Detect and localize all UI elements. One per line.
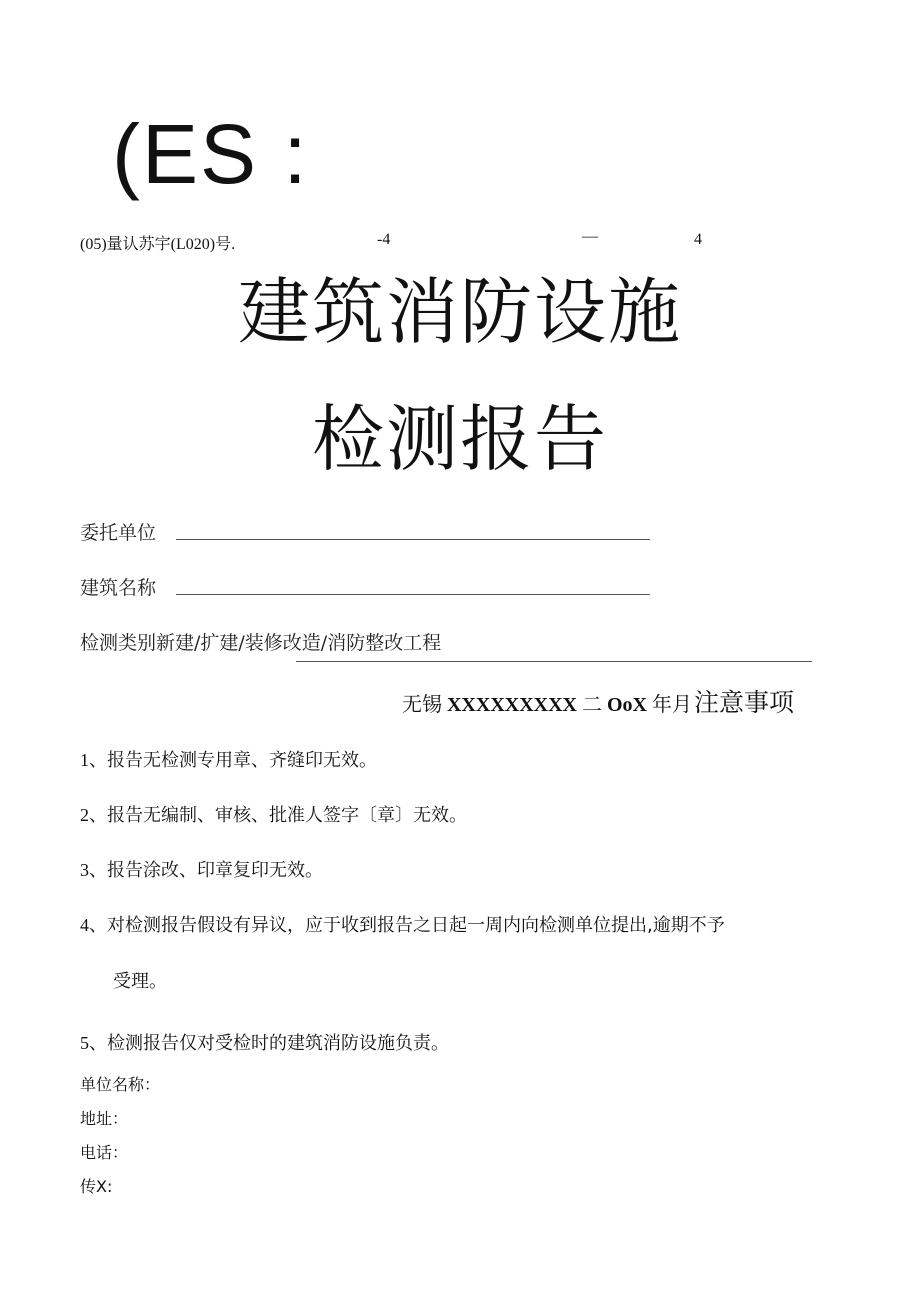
contact-address-label: 地址： — [80, 1109, 129, 1128]
notice-title: 注意事项 — [693, 688, 794, 717]
building-label: 建筑名称 — [80, 577, 157, 599]
note-item-continuation — [113, 967, 167, 993]
note-number: 3 — [80, 860, 89, 880]
contact-unit-label: 单位名称： — [80, 1075, 161, 1094]
category-underline — [296, 661, 812, 662]
note-text: 、对检测报告假设有异议，应于收到报告之日起一周内向检测单位提出,逾期不予 — [89, 915, 725, 936]
ref-part-a: -4 — [377, 231, 391, 248]
ref-part-b: 4 — [694, 231, 702, 248]
note-number: 4 — [80, 915, 89, 935]
client-label: 委托单位 — [80, 522, 157, 544]
note-item — [80, 1029, 449, 1055]
note-item — [80, 911, 725, 937]
building-underline — [176, 594, 650, 595]
report-title-line1: 建筑消防设施 — [237, 270, 682, 354]
ref-number: (05)量认苏宇(L020)号. — [80, 236, 236, 253]
sign-line — [402, 683, 794, 719]
contact-phone-label: 电话： — [80, 1143, 129, 1162]
note-item — [80, 801, 467, 827]
note-number: 5 — [80, 1033, 89, 1053]
note-text: 、报告无检测专用章、齐缝印无效。 — [89, 750, 377, 771]
client-underline — [176, 539, 650, 540]
note-number: 2 — [80, 805, 89, 825]
note-text: 、报告无编制、审核、批准人签字〔章〕无效。 — [89, 805, 467, 826]
note-item — [80, 746, 377, 772]
sign-year-prefix: 二 — [581, 694, 602, 716]
ref-dash: — — [582, 228, 598, 245]
note-text: 、检测报告仅对受检时的建筑消防设施负责。 — [89, 1033, 449, 1054]
note-item — [80, 856, 323, 882]
sign-city: 无锡 — [401, 694, 442, 716]
sign-year-suffix: 年月 — [651, 694, 692, 716]
header-mark: (ES : — [112, 107, 309, 201]
sign-year: OoX — [606, 694, 647, 716]
note-text: 受理。 — [113, 971, 167, 992]
sign-company: XXXXXXXXX — [446, 694, 577, 716]
note-text: 、报告涂改、印章复印无效。 — [89, 860, 323, 881]
note-number: 1 — [80, 750, 89, 770]
category-text: 检测类别新建/扩建/装修改造/消防整改工程 — [80, 632, 442, 654]
report-title-line2: 检测报告 — [311, 397, 608, 481]
contact-fax-label: 传X: — [80, 1177, 113, 1196]
